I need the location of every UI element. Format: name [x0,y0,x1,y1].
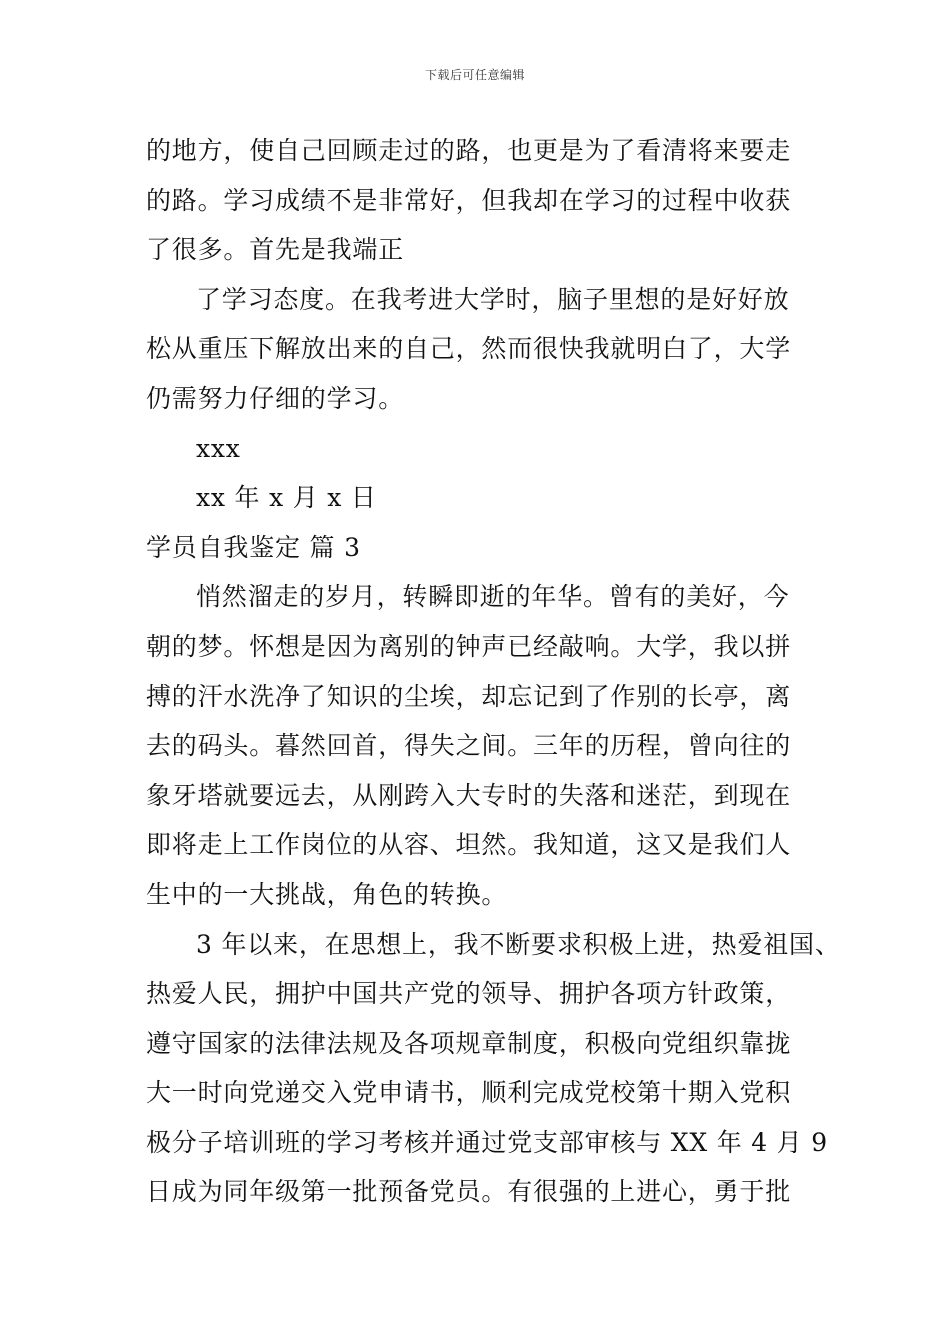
text-line: 极分子培训班的学习考核并通过党支部审核与 XX 年 4 月 9 [146,1127,828,1157]
text-line: 大一时向党递交入党申请书，顺利完成党校第十期入党积 [146,1078,792,1108]
text-line: 的路。学习成绩不是非常好，但我却在学习的过程中收获 [146,185,792,215]
text-line: 搏的汗水洗净了知识的尘埃，却忘记到了作别的长亭，离 [146,681,792,711]
page-header-note: 下载后可任意编辑 [424,68,525,82]
text-line: 松从重压下解放出来的自己，然而很快我就明白了，大学 [146,334,792,364]
section-heading: 学员自我鉴定 篇 3 [146,532,361,562]
text-line: 生中的一大挑战，角色的转换。 [146,879,508,909]
text-line: 朝的梦。怀想是因为离别的钟声已经敲响。大学，我以拼 [146,631,792,661]
text-line: 日成为同年级第一批预备党员。有很强的上进心，勇于批 [146,1177,792,1207]
text-line: 3 年以来，在思想上，我不断要求积极上进，热爱祖国、 [196,929,841,959]
text-line: 去的码头。暮然回首，得失之间。三年的历程，曾向往的 [146,731,792,761]
text-line: 的地方，使自己回顾走过的路，也更是为了看清将来要走 [146,136,792,165]
text-line: 遵守国家的法律法规及各项规章制度，积极向党组织靠拢 [146,1028,792,1058]
text-line: 即将走上工作岗位的从容、坦然。我知道，这又是我们人 [146,830,792,860]
text-line: 了学习态度。在我考进大学时，脑子里想的是好好放 [196,284,790,314]
text-line: 仍需努力仔细的学习。 [146,383,405,413]
text-line: 热爱人民，拥护中国共产党的领导、拥护各项方针政策， [146,979,792,1009]
document-body [146,126,841,1217]
signature-name: xxx [196,433,241,463]
signature-date: xx 年 x 月 x 日 [196,483,377,513]
text-line: 了很多。首先是我端正 [146,235,405,265]
text-line: 悄然溜走的岁月，转瞬即逝的年华。曾有的美好，今 [196,582,790,612]
text-line: 象牙塔就要远去，从刚跨入大专时的失落和迷茫，到现在 [146,780,792,810]
